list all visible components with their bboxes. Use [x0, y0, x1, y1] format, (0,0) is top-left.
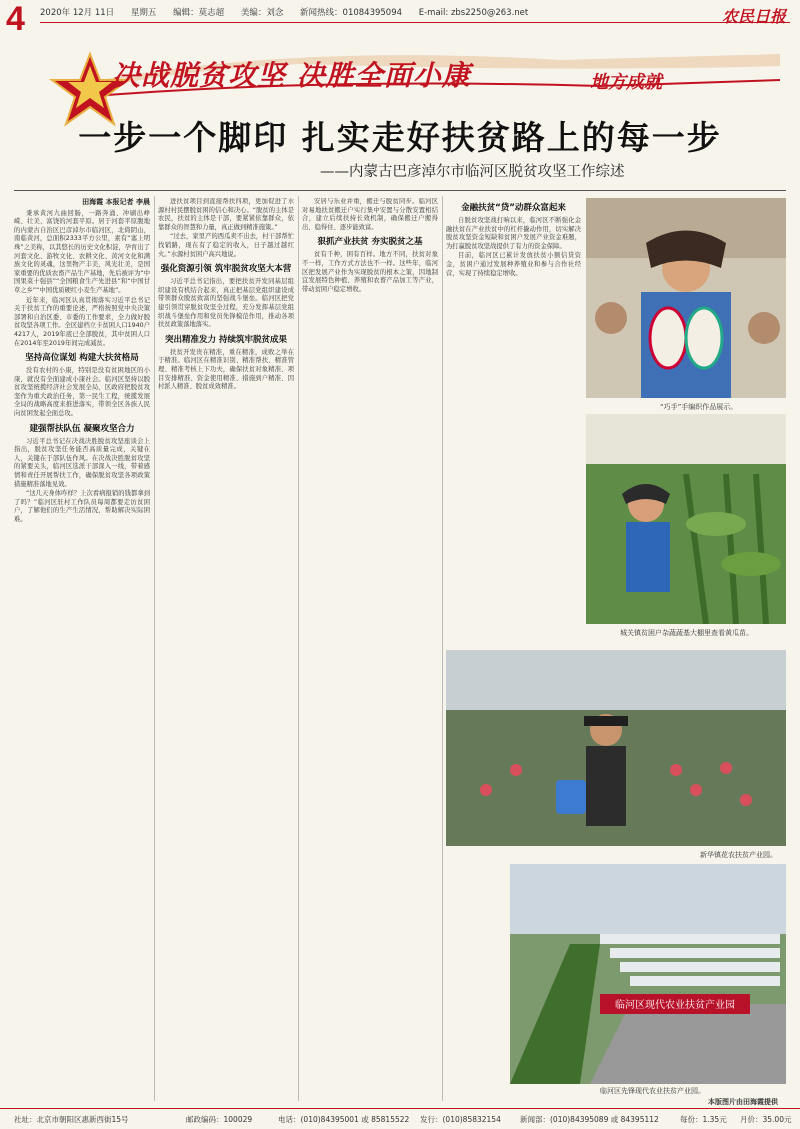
paragraph: 贫有千种，困有百样。地方不同，扶贫对象不一样，工作方式方法也不一样。这些年，临河区把发展产业作为实现脱贫的根本之策，因地制宜发展特色种植、养殖和农畜产品加工等产业，带动贫困户稳定增收。	[302, 251, 438, 293]
paragraph: 扶贫开发贵在精准，重在精准，成败之举在于精准。临河区在精准识别、精准帮扶、精准管理、精准考核上下功夫，确保扶贫对象精准、项目安排精准、资金使用精准、措施到户精准、因村派人精准、脱贫成效精准。	[158, 348, 294, 391]
header-rule	[40, 22, 790, 23]
footer-ad-phone: 电话：(010)84395001 或 85815522	[278, 1115, 410, 1124]
paragraph: “这几天身体咋样？上次看病报销的钱都拿到了吗？”临河区驻村工作队员每周都要走访贫困户，了解他们的生产生活情况，帮助解决实际困难。	[14, 490, 150, 523]
article-subheadline: ——内蒙古巴彦淖尔市临河区脱贫攻坚工作综述	[320, 164, 625, 180]
paragraph: 进扶贫项目到直接帮扶四项，更加促进了水源村村民摆脱贫困的信心和决心。“脱贫的主体是农民，扶贫的主体是干部，要紧紧依靠群众，依靠群众的智慧和力量，真正做到精准施策。”	[158, 198, 294, 231]
photo-caption: 临河区先锋现代农业扶贫产业园。	[600, 1087, 705, 1095]
photo-caption: 新华镇花农扶贫产业园。	[700, 851, 777, 859]
footer-monthly-price: 月价：35.00元	[740, 1115, 792, 1124]
paragraph: 自脱贫攻坚战打响以来，临河区不断强化金融扶贫在产业扶贫中的杠杆撬动作用，切实解决脱贫攻坚资金短缺和贫困户发展产业资金难题，为打赢脱贫攻坚战提供了有力的资金保障。	[446, 217, 581, 250]
paragraph: 安居与乐业并重，搬迁与脱贫同步。临河区对易地扶贫搬迁户实行集中安置与分散安置相结合，建立后续扶持长效机制，确保搬迁户搬得出、稳得住、逐步能致富。	[302, 198, 438, 231]
issue-weekday: 星期五	[130, 8, 157, 18]
photo-flower-park	[446, 650, 786, 846]
photo-industrial-park	[510, 864, 786, 1084]
photo-flower-park-image	[446, 650, 786, 846]
footer-address: 社址：北京市朝阳区惠新西街15号	[14, 1115, 129, 1124]
designer-credit: 美编：刘念	[240, 8, 284, 18]
footer-sales-phone: 发行：(010)85832154	[420, 1115, 501, 1124]
column-divider	[154, 196, 155, 1101]
photo-greenhouse	[586, 414, 786, 624]
masthead-logo: 农民日报	[721, 7, 786, 26]
park-sign-text: 临河区现代农业扶贫产业园	[615, 1000, 735, 1011]
photo-caption: “巧手”手编织作品展示。	[660, 403, 738, 411]
article-column-1	[14, 198, 150, 1103]
section-heading: 狠抓产业扶贫 夯实脱贫之基	[317, 237, 423, 248]
photo-caption: 城关镇贫困户杂蔬蔬基大棚里查看黄瓜苗。	[620, 629, 753, 637]
campaign-banner	[0, 24, 800, 106]
section-heading: 建强帮扶队伍 凝聚攻坚合力	[29, 423, 135, 434]
paragraph: 目前，临河区已累计发放扶贫小额信贷资金，贫困户通过发展种养殖业和参与合作社经营，实现了持续稳定增收。	[446, 252, 581, 277]
section-heading: 金融扶贫“贷”动群众富起来	[461, 203, 566, 213]
paragraph: 习近平总书记在决战决胜脱贫攻坚座谈会上指出，脱贫攻坚任务能否高质量完成，关键在人，关键在于部队伍作风。在决战决胜脱贫攻坚的紧要关头，临河区选派干部深入一线，带着感情和责任开展帮扶工作，确保脱贫攻坚各项政策措施精准落地见效。	[14, 437, 150, 488]
issue-date: 2020年 12月 11日	[40, 8, 115, 18]
footer-postcode: 邮政编码：100029	[186, 1115, 253, 1124]
column-divider	[442, 196, 443, 1101]
footer-price: 每份：1.35元	[680, 1115, 727, 1124]
paragraph: 习近平总书记指出，要把扶贫开发同基层组织建设有机结合起来，真正把基层党组织建设成带领群众脱贫致富的坚强战斗堡垒。临河区把党建引领贯穿脱贫攻坚全过程，充分发挥基层党组织战斗堡垒作用和党员先锋模范作用，推动各项扶贫政策落地落实。	[158, 278, 294, 329]
contact-email: E-mail: zbs2250@263.net	[418, 8, 529, 18]
section-heading: 强化资源引领 筑牢脱贫攻坚大本营	[160, 264, 292, 275]
paragraph: 秉承黄河九曲回肠，一路奔涌、冲刷出峥嵘、壮美、富饶的河套平原。居于河套平原腹地的内蒙古自治区巴彦淖尔市临河区，北倚阴山，南临黄河，总面积2333平方公里，素有“塞上明珠”之美称，以其悠长的历史文化积淀，孕育出了河套文化、游牧文化、农耕文化、黄河文化和满族文化的灵魂，这里物产丰美，风光壮美，是国家重要的优质农畜产品生产基地，先后被评为“中国果菜十强县”“全国粮食生产先进县”和“中国甘草之乡”“中国优质硬红小麦生产基地”。	[14, 209, 150, 294]
page-number: 4	[6, 0, 25, 38]
paragraph: 没有农村的小康，特别是没有贫困地区的小康，就没有全面建成小康社会。临河区坚持以脱贫攻坚统揽经济社会发展全局，区政府把脱贫攻坚作为重大政治任务，第一民生工程，统揽发展全局的战略高度来推进落实，带领全区各族人民向贫困发起全面总攻。	[14, 367, 150, 418]
article-headline: 一步一个脚印 扎实走好扶贫路上的每一步	[78, 118, 722, 157]
editor-credit: 编辑：莫志超	[173, 8, 225, 18]
banner-subtitle: 地方成就	[590, 72, 662, 93]
photo-handicraft	[586, 198, 786, 398]
header-meta	[40, 6, 542, 18]
paragraph: 近年来，临河区认真贯彻落实习近平总书记关于扶贫工作的重要论述，严格按照党中央决策部署和自治区委、市委的工作要求，全力做好脱贫攻坚各项工作。全区建档立卡贫困人口1940户4217人，2019年底已全部脱贫，其中贫困人口在2014年至2019年间完成减贫。	[14, 296, 150, 347]
page-header	[0, 0, 800, 108]
section-heading: 坚持高位谋划 构建大扶贫格局	[25, 353, 139, 364]
banner-title: 决战脱贫攻坚 决胜全面小康	[112, 59, 471, 92]
paragraph: “过去，家里产的西瓜卖不出去，村干部帮忙找销路，现在有了稳定的收入，日子越过越红火。”水源村贫困户高兴地说。	[158, 233, 294, 258]
article-column-2	[158, 198, 294, 1103]
headline-rule	[14, 190, 786, 191]
photo-credit: 本版图片由田海霞提供	[708, 1098, 778, 1106]
photo-greenhouse-image	[586, 414, 786, 624]
article-byline: 田海霞 本报记者 李晨	[82, 198, 150, 206]
column-divider	[298, 196, 299, 1101]
article-column-3	[302, 198, 438, 1103]
footer-news-phone: 新闻部：(010)84395089 或 84395112	[520, 1115, 659, 1124]
photo-industrial-park-image	[510, 864, 786, 1084]
page-footer	[0, 1108, 800, 1129]
photo-handicraft-image	[586, 198, 786, 398]
news-hotline: 新闻热线：01084395094	[300, 8, 403, 18]
section-heading: 突出精准发力 持续筑牢脱贫成果	[165, 334, 287, 345]
